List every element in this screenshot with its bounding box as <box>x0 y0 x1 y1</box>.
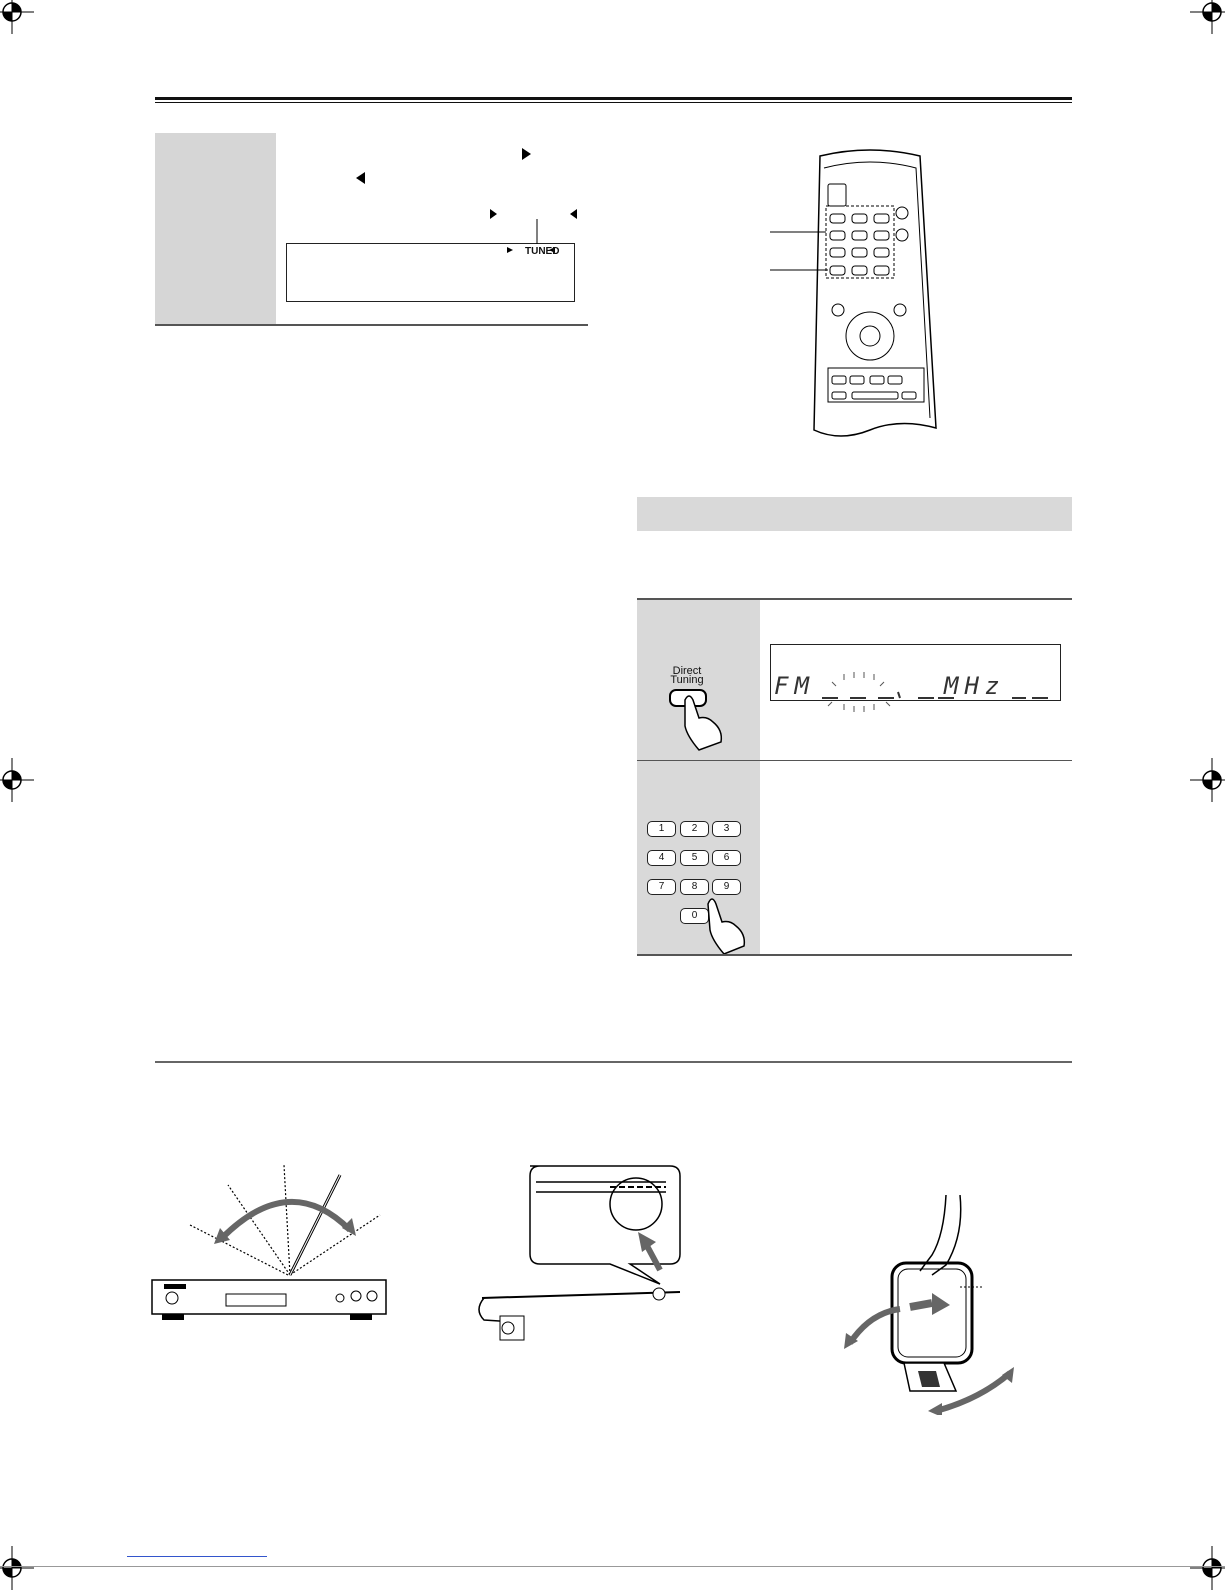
direct-tuning-bottom-rule <box>637 954 1072 956</box>
keypad-key-4: 4 <box>647 850 676 866</box>
am-loop-antenna-illustration <box>840 1195 1030 1415</box>
keypad-key-6: 6 <box>712 850 741 866</box>
tuner-antenna-illustration <box>150 1160 390 1325</box>
registration-mark-top-right <box>1190 0 1225 34</box>
step1-bottom-rule <box>155 324 588 326</box>
keypad-key-7: 7 <box>647 879 676 895</box>
registration-mark-mid-right <box>1190 758 1225 802</box>
header-rule <box>155 97 1072 100</box>
display-band-fm: FM <box>774 672 815 700</box>
footer-rule <box>0 1566 1225 1567</box>
section-heading-band <box>637 497 1072 531</box>
keypad-key-5: 5 <box>680 850 709 866</box>
remote-control-illustration <box>770 148 950 448</box>
registration-mark-bottom-left <box>0 1546 34 1590</box>
section-divider <box>155 1061 1072 1063</box>
step-arrows-icon <box>340 145 590 225</box>
step-number-panel <box>155 133 276 325</box>
finger-press-icon <box>700 894 760 954</box>
keypad-key-3: 3 <box>712 821 741 837</box>
header-rule-thin <box>155 102 1072 103</box>
keypad-key-0: 0 <box>680 908 709 924</box>
footer-link-rule <box>127 1556 267 1557</box>
keypad-key-9: 9 <box>712 879 741 895</box>
registration-mark-mid-left <box>0 758 34 802</box>
display-unit-mhz: MHz <box>944 672 1006 700</box>
registration-mark-bottom-right <box>1190 1546 1225 1590</box>
keypad-key-2: 2 <box>680 821 709 837</box>
fm-antenna-zoom-illustration <box>470 1160 690 1350</box>
tuned-indicator: TUNED <box>525 246 560 257</box>
direct-tuning-label-line1: Direct <box>672 665 702 677</box>
direct-tuning-button-press-icon <box>665 686 735 752</box>
keypad-key-1: 1 <box>647 821 676 837</box>
blinking-digits-indicator <box>808 668 1058 716</box>
registration-mark-top-left <box>0 0 34 34</box>
direct-tuning-label-line2: Tuning <box>670 674 704 686</box>
keypad-key-8: 8 <box>680 879 709 895</box>
